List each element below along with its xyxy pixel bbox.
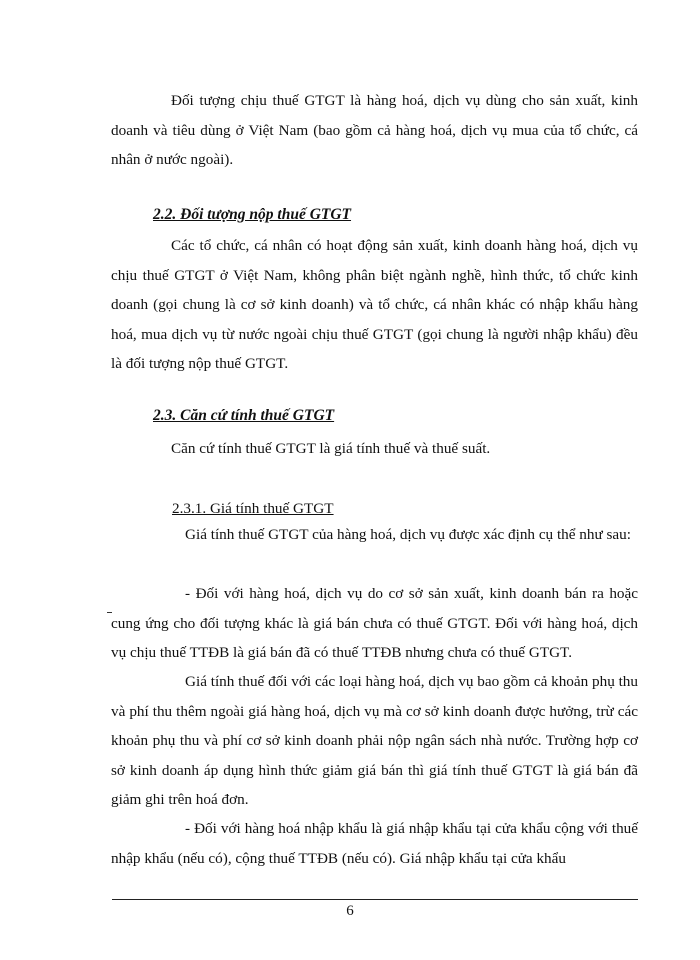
paragraph-taxable-price-intro: Giá tính thuế GTGT của hàng hoá, dịch vụ được xác định cụ thể như sau: (185, 526, 631, 543)
paragraph-surcharges: Giá tính thuế đối với các loại hàng hoá, dịch vụ bao gồm cả khoản phụ thu và phí thu thêm ngoài giá hàng hoá, dịch vụ mà cơ sở kinh doanh được hưởng, trừ các khoản phụ thu và phí cơ sở kinh doanh phải nộp ngân sách nhà nước. Trường hợp cơ sở kinh doanh áp dụng hình thức giảm giá bán thì giá tính thuế GTGT là giá bán đã giảm ghi trên hoá đơn. (111, 673, 638, 808)
paragraph-taxable-objects: Đối tượng chịu thuế GTGT là hàng hoá, dịch vụ dùng cho sản xuất, kinh doanh và tiêu dùng ở Việt Nam (bao gồm cả hàng hoá, dịch vụ mua của tổ chức, cá nhân ở nước ngoài). (111, 92, 638, 168)
paragraph-tax-basis: Căn cứ tính thuế GTGT là giá tính thuế và thuế suất. (171, 440, 491, 457)
footer-divider (112, 899, 638, 900)
page-number: 6 (346, 903, 354, 919)
heading-2-3: 2.3. Căn cứ tính thuế GTGT (153, 407, 335, 424)
paragraph-imported-goods: - Đối với hàng hoá nhập khẩu là giá nhập khẩu tại cửa khẩu cộng với thuế nhập khẩu (nếu có), cộng thuế TTĐB (nếu có). Giá nhập khẩu tại cửa khẩu (111, 820, 638, 867)
heading-2-3-1: 2.3.1. Giá tính thuế GTGT (172, 500, 334, 517)
paragraph-taxpayers: Các tổ chức, cá nhân có hoạt động sản xuất, kinh doanh hàng hoá, dịch vụ chịu thuế GTGT ở Việt Nam, không phân biệt ngành nghề, hình thức, tổ chức kinh doanh (gọi chung là cơ sở kinh doanh) và tổ chức, cá nhân khác có nhập khẩu hàng hoá, mua dịch vụ từ nước ngoài chịu thuế GTGT (gọi chung là người nhập khẩu) đều là đối tượng nộp thuế GTGT. (111, 237, 638, 372)
heading-2-2: 2.2. Đối tượng nộp thuế GTGT (153, 206, 352, 223)
margin-mark (107, 612, 112, 613)
paragraph-domestic-goods: - Đối với hàng hoá, dịch vụ do cơ sở sản xuất, kinh doanh bán ra hoặc cung ứng cho đối tượng khác là giá bán chưa có thuế GTGT. Đối với hàng hoá, dịch vụ chịu thuế TTĐB là giá bán đã có thuế TTĐB nhưng chưa có thuế GTGT. (111, 585, 638, 661)
